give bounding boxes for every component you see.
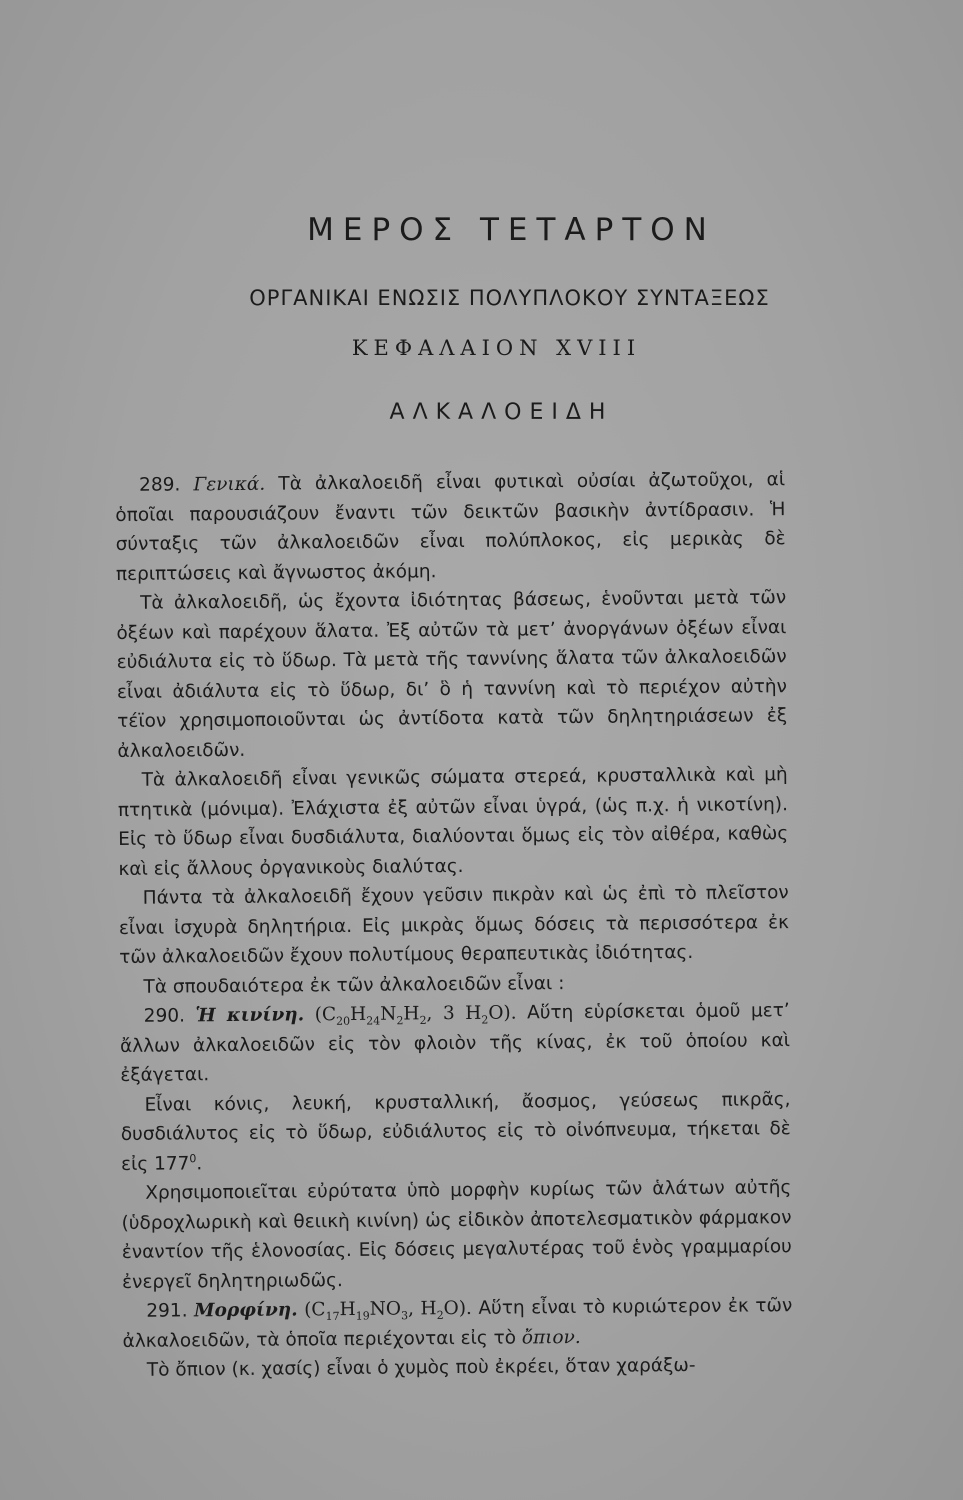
formula-part: , 3 H — [426, 1002, 482, 1025]
section-number: 289. — [139, 474, 181, 496]
paragraph-291-morphine — [122, 1291, 792, 1356]
paragraph-289-intro — [115, 465, 786, 589]
formula-subscript: 2 — [481, 1013, 489, 1027]
formula-part: , H — [407, 1298, 437, 1320]
formula-part: O). — [443, 1297, 472, 1320]
section-number: 291. — [146, 1300, 188, 1322]
paragraph-quinine-uses: Χρησιμοποιεῖται εὐρύτατα ὑπὸ μορφὴν κυρίως τῶν ἁλάτων αὐτῆς (ὑδροχλωρικὴ καὶ θειικὴ κινίνη) ὡς εἰδικὸν ἀποτελεσματικὸν φάρμακον ἐναντίον τῆς ἑλονοσίας. Εἰς δόσεις μεγαλυτέρας τοῦ ἑνὸς γραμμαρίου ἐνεργεῖ δηλητηριωδῶς. — [121, 1177, 792, 1293]
headings — [0, 212, 963, 425]
formula-part: H — [349, 1003, 367, 1025]
formula-subscript: 24 — [366, 1014, 381, 1028]
section-number: 290. — [143, 1005, 186, 1027]
part-subtitle: ΟΡΓΑΝΙΚΑΙ ΕΝΩΣΙΣ ΠΟΛΥΠΛΟΚΟΥ ΣΥΝΤΑΞΕΩΣ — [249, 286, 770, 310]
paragraph-list-intro: Τὰ σπουδαιότερα ἐκ τῶν ἀλκαλοειδῶν εἶναι : — [143, 972, 565, 998]
paragraph-taste: Πάντα τὰ ἀλκαλοειδῆ ἔχουν γεῦσιν πικρὰν καὶ ὡς ἐπὶ τὸ πλεῖστον εἶναι ἰσχυρὰ δηλητήρια. Εἰς μικρὰς ὅμως δόσεις τὰ περισσότερα ἐκ τῶν ἀλκαλοειδῶν ἔχουν πολυτίμους θεραπευτικὰς ἰδιότητας. — [118, 882, 790, 968]
chemical-formula — [304, 1297, 472, 1323]
opium-word: ὄπιον. — [521, 1326, 581, 1348]
section-title: ΑΛΚΑΛΟΕΙΔΗ — [389, 400, 614, 425]
part-title: ΜΕΡΟΣ ΤΕΤΑΡΤΟΝ — [307, 212, 716, 248]
formula-part: (C — [304, 1299, 326, 1321]
section-heading: Γενικά. — [193, 473, 266, 496]
paragraph-text: Αὕτη εὑρίσκεται ὁμοῦ μετ’ ἄλλων ἀλκαλοειδῶν εἰς τὸν φλοιὸν τῆς κίνας, ἐκ τοῦ ὁποίου καὶ ἐξάγεται. — [119, 1000, 791, 1086]
paragraph-end: . — [196, 1152, 203, 1174]
formula-part: H — [339, 1298, 356, 1321]
formula-part: H — [403, 1003, 420, 1025]
paragraph-text: Εἶναι κόνις, λευκή, κρυσταλλική, ἄοσμος, γεύσεως πικρᾶς, δυσδιάλυτος εἰς τὸ ὕδωρ, εὐδιάλυτος εἰς τὸ οἰνόπνευμα, τήκεται δὲ εἰς 177 — [120, 1088, 791, 1175]
formula-subscript: 19 — [355, 1309, 370, 1323]
body-text — [115, 465, 793, 1385]
paragraph-salts: Τὰ ἀλκαλοειδῆ, ὡς ἔχοντα ἰδιότητας βάσεως, ἑνοῦνται μετὰ τῶν ὀξέων καὶ παρέχουν ἅλατα. Ἐξ αὐτῶν τὰ μετ’ ἀνοργάνων ὀξέων εἶναι εὐδιάλυτα εἰς τὸ ὕδωρ. Τὰ μετὰ τῆς ταννίνης ἅλατα τῶν ἀλκαλοειδῶν εἶναι ἀδιάλυτα εἰς τὸ ὕδωρ, δι’ ὃ ἡ ταννίνη καὶ τὸ περιέχον αὐτὴν τέϊον χρησιμοποιοῦνται ὡς ἀντίδοτα κατὰ τῶν δηλητηριάσεων ἐξ ἀλκαλοειδῶν. — [116, 587, 788, 762]
paragraph-quinine-properties — [120, 1085, 791, 1179]
degree-superscript: 0 — [189, 1151, 197, 1165]
chemical-formula — [315, 1003, 517, 1026]
formula-subscript: 17 — [325, 1309, 340, 1323]
paragraph-opium: Τὸ ὄπιον (κ. χασίς) εἶναι ὁ χυμὸς ποὺ ἐκρέει, ὅταν χαράξω- — [146, 1354, 696, 1381]
paragraph-text: Αὕτη εἶναι τὸ κυριώτερον ἐκ τῶν ἀλκαλοειδῶν, τὰ ὁποῖα περιέχονται εἰς τὸ — [122, 1295, 793, 1352]
formula-part: N — [380, 1003, 397, 1025]
chapter-title: ΚΕΦΑΛΑΙΟΝ XVIII — [351, 336, 642, 360]
paragraph-290-quinine — [120, 996, 791, 1090]
formula-part: O). — [488, 1002, 517, 1024]
formula-part: NO — [369, 1298, 402, 1320]
formula-subscript: 3 — [401, 1309, 409, 1323]
section-heading: Μορφίνη. — [193, 1299, 298, 1322]
formula-subscript: 2 — [419, 1013, 427, 1028]
paragraph-text: Τὰ ἀλκαλοειδῆ εἶναι φυτικαὶ οὐσίαι ἀζωτοῦχοι, αἱ ὁποῖαι παρουσιάζουν ἔναντι τῶν δεικτῶν βασικὴν ἀντίδρασιν. Ἡ σύνταξις τῶν ἀλκαλοειδῶν εἶναι πολύπλοκος, εἰς μερικὰς δὲ περιπτώσεις καὶ ἄγνωστος ἀκόμη. — [115, 469, 786, 585]
formula-subscript: 2 — [436, 1308, 444, 1322]
formula-part: (C — [314, 1004, 337, 1026]
formula-subscript: 2 — [396, 1014, 404, 1028]
formula-subscript: 20 — [336, 1014, 351, 1028]
section-heading: Ἡ κινίνη. — [195, 1004, 305, 1027]
paragraph-properties: Τὰ ἀλκαλοειδῆ εἶναι γενικῶς σώματα στερεά, κρυσταλλικὰ καὶ μὴ πτητικὰ (μόνιμα). Ἐλάχιστα ἐξ αὐτῶν εἶναι ὑγρά, (ὡς π.χ. ἡ νικοτίνη). Εἰς τὸ ὕδωρ εἶναι δυσδιάλυτα, διαλύονται ὅμως εἰς τὸν αἰθέρα, καθὼς καὶ εἰς ἄλλους ὀργανικοὺς διαλύτας. — [117, 764, 789, 880]
